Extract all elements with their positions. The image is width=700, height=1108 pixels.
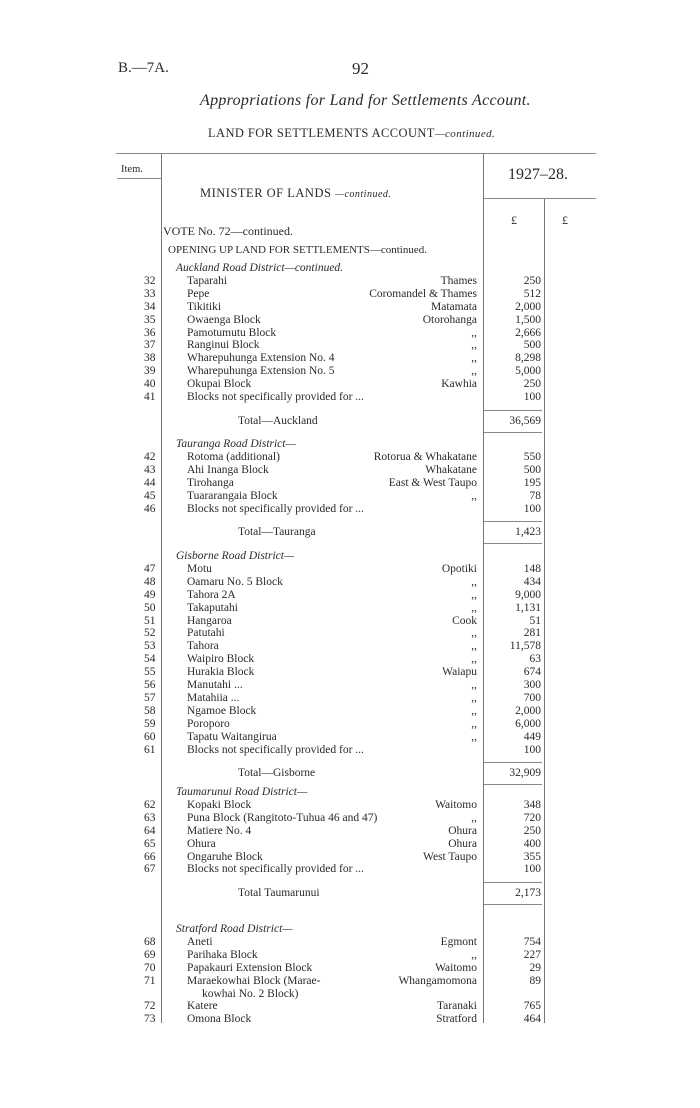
item-name: Matiere No. 4 [187,824,252,837]
item-district: Egmont [440,935,477,948]
item-name: Maraekowhai Block (Marae- [187,974,321,987]
table-row [0,812,700,825]
item-amount: 1,131 [515,601,541,614]
item-district: Stratford [436,1013,477,1026]
item-district: ,, [471,811,477,824]
table-row [0,653,700,666]
item-number: 61 [144,743,156,756]
total-rule [484,904,542,905]
item-amount: 449 [523,730,541,743]
item-amount: 281 [523,627,541,640]
item-district: West Taupo [423,850,477,863]
item-amount: 300 [523,679,541,691]
item-amount: 550 [523,450,541,463]
item-name: Patutahi [187,627,225,640]
item-district: ,, [471,679,477,691]
item-name: Parihaka Block [187,948,258,961]
item-name: Hurakia Block [187,666,255,679]
item-district: ,, [471,730,477,743]
item-number: 60 [144,730,156,743]
item-district: ,, [471,326,477,339]
item-district: ,, [471,653,477,666]
item-name: Oamaru No. 5 Block [187,575,283,588]
item-district: ,, [471,704,477,717]
item-district: Thames [440,274,477,287]
table-row [0,314,700,327]
item-district: ,, [471,948,477,961]
item-district: Otorohanga [422,313,477,326]
table-row [0,838,700,851]
currency-symbol: £ [562,213,568,227]
item-amount: 2,000 [515,704,541,717]
item-district: Coromandel & Thames [369,287,477,300]
item-name: Okupai Block [187,378,252,391]
item-name: Blocks not specifically provided for ... [187,863,364,876]
item-number: 46 [144,502,156,515]
item-number: 36 [144,326,156,339]
item-number: 53 [144,640,156,653]
item-amount: 5,000 [515,365,541,378]
item-name: Ohura [187,837,216,850]
year-column-header: 1927–28. [508,166,568,183]
district-heading: Auckland Road District—continued. [176,262,344,274]
item-district: ,, [471,365,477,378]
item-number: 43 [144,463,156,476]
item-number: 64 [144,824,156,837]
table-row [0,378,700,391]
item-number: 55 [144,666,156,679]
item-header-rule [117,178,161,179]
item-name: Aneti [187,935,213,948]
item-name: Ahi Inanga Block [187,463,269,476]
table-row [0,365,700,378]
table-row [0,640,700,653]
table-row [0,744,700,757]
item-district: Cook [452,614,477,627]
item-number: 49 [144,588,156,601]
total-rule [484,410,542,411]
vote-heading: VOTE No. 72—continued. [163,224,293,238]
table-row [0,962,700,975]
table-row [0,327,700,340]
district-heading: Gisborne Road District— [176,550,295,562]
item-name: Wharepuhunga Extension No. 5 [187,365,335,378]
item-number: 50 [144,601,156,614]
ministry-heading-suffix: —continued. [335,189,392,200]
item-amount: 9,000 [515,588,541,601]
item-name: Wharepuhunga Extension No. 4 [187,352,335,365]
table-row [0,692,700,705]
district-total-amount: 2,173 [515,887,541,900]
ministry-heading-text: MINISTER OF LANDS [200,186,332,200]
table-row [0,666,700,679]
item-name: Hangaroa [187,614,232,627]
item-amount: 674 [523,666,541,679]
table-row [0,391,700,404]
item-amount: 720 [523,811,541,824]
item-number: 57 [144,691,156,704]
table-row [0,352,700,365]
total-rule [484,784,542,785]
item-name: Rotoma (additional) [187,450,280,463]
item-district: ,, [471,601,477,614]
table-row [0,851,700,864]
item-name: Puna Block (Rangitoto-Tuhua 46 and 47) [187,811,378,824]
item-number: 44 [144,476,156,489]
item-name: Motu [187,562,212,575]
item-amount: 754 [523,935,541,948]
item-number: 54 [144,653,156,666]
item-number: 56 [144,679,156,691]
item-district: ,, [471,717,477,730]
item-number: 67 [144,863,156,876]
item-amount: 100 [523,743,541,756]
district-heading: Tauranga Road District— [176,438,296,450]
district-heading: Stratford Road District— [176,923,293,935]
table-row [0,451,700,464]
item-number: 35 [144,313,156,326]
item-name: Tapatu Waitangirua [187,730,277,743]
table-row [0,288,700,301]
table-row [0,863,700,876]
item-amount: 11,578 [509,640,541,653]
item-amount: 78 [529,489,541,502]
item-number: 42 [144,450,156,463]
item-name: Omona Block [187,1013,252,1026]
item-amount: 512 [523,287,541,300]
item-name-continuation: kowhai No. 2 Block) [202,987,299,1000]
item-amount: 6,000 [515,717,541,730]
item-name: Papakauri Extension Block [187,961,313,974]
item-name: Taparahi [187,274,228,287]
account-subtitle-suffix: —continued. [434,128,496,140]
table-row [0,705,700,718]
item-number: 47 [144,562,156,575]
item-number: 71 [144,974,156,987]
district-total-amount: 1,423 [515,526,541,539]
item-amount: 8,298 [515,352,541,365]
item-name: Owaenga Block [187,313,261,326]
item-amount: 227 [523,948,541,961]
item-column-header: Item. [121,164,143,175]
table-row [0,627,700,640]
item-district: Opotiki [441,562,477,575]
item-amount: 63 [529,653,541,666]
item-district: ,, [471,339,477,352]
item-number: 45 [144,489,156,502]
page-title: Appropriations for Land for Settlements Account. [200,92,531,109]
item-number: 59 [144,717,156,730]
page-number: 92 [352,59,369,78]
item-district: ,, [471,640,477,653]
table-row [0,718,700,731]
item-amount: 348 [523,798,541,811]
table-row [0,301,700,314]
item-name: Waipiro Block [187,653,255,666]
item-district: ,, [471,588,477,601]
item-number: 58 [144,704,156,717]
item-number: 68 [144,935,156,948]
total-rule [484,432,542,433]
table-row [0,464,700,477]
item-district: Waiapu [442,666,477,679]
table-row [0,503,700,516]
item-district: Ohura [448,824,477,837]
item-district: ,, [471,627,477,640]
item-district: ,, [471,691,477,704]
item-amount: 195 [523,476,541,489]
item-amount: 89 [529,974,541,987]
item-name: Kopaki Block [187,798,252,811]
year-header-rule [483,198,596,199]
item-name: Ranginui Block [187,339,260,352]
item-number: 66 [144,850,156,863]
item-number: 37 [144,339,156,352]
item-name: Pamotumutu Block [187,326,277,339]
item-number: 40 [144,378,156,391]
item-amount: 100 [523,863,541,876]
item-number: 62 [144,798,156,811]
item-district: ,, [471,575,477,588]
section-heading: OPENING UP LAND FOR SETTLEMENTS—continued. [168,244,427,256]
table-top-rule [116,153,596,154]
item-district: Kawhia [441,378,477,391]
item-number: 72 [144,1000,156,1013]
item-amount: 355 [523,850,541,863]
table-row [0,576,700,589]
item-name: Tirohanga [187,476,234,489]
table-row [0,731,700,744]
table-row [0,936,700,949]
item-amount: 250 [523,274,541,287]
item-amount: 51 [529,614,541,627]
item-number: 69 [144,948,156,961]
item-amount: 100 [523,391,541,403]
item-name: Tahora 2A [187,588,236,601]
item-amount: 250 [523,378,541,391]
item-district: Rotorua & Whakatane [373,450,477,463]
item-number: 32 [144,274,156,287]
table-row [0,615,700,628]
item-amount: 400 [523,837,541,850]
item-number: 51 [144,614,156,627]
item-amount: 464 [523,1013,541,1026]
table-row [0,563,700,576]
item-district: East & West Taupo [388,476,477,489]
item-name: Poroporo [187,717,230,730]
ministry-heading [200,186,391,201]
account-subtitle-text: LAND FOR SETTLEMENTS ACCOUNT [208,126,435,140]
total-rule [484,543,542,544]
district-total-amount: 32,909 [509,767,541,780]
item-amount: 500 [523,463,541,476]
item-name: Pepe [187,287,210,300]
item-district: Taranaki [436,1000,477,1013]
total-rule [484,882,542,883]
item-name: Blocks not specifically provided for ... [187,502,364,515]
district-total-label: Total Taumarunui [238,887,320,900]
item-amount: 250 [523,824,541,837]
table-row-continuation [0,988,700,1001]
district-heading: Taumarunui Road District— [176,786,308,798]
item-amount: 1,500 [515,313,541,326]
item-number: 41 [144,391,156,403]
table-row [0,490,700,503]
item-amount: 100 [523,502,541,515]
item-number: 52 [144,627,156,640]
item-number: 39 [144,365,156,378]
item-name: Matahiia ... [187,691,240,704]
item-district: Whakatane [425,463,477,476]
item-name: Tikitiki [187,300,222,313]
item-name: Manutahi ... [187,679,243,691]
item-amount: 765 [523,1000,541,1013]
item-amount: 700 [523,691,541,704]
item-number: 33 [144,287,156,300]
item-number: 70 [144,961,156,974]
item-district: Waitomo [435,798,477,811]
item-amount: 2,666 [515,326,541,339]
item-name: Blocks not specifically provided for ... [187,743,364,756]
table-row [0,975,700,988]
district-total-label: Total—Auckland [238,414,318,427]
item-number: 63 [144,811,156,824]
item-district: Ohura [448,837,477,850]
table-row [0,799,700,812]
table-row [0,1013,700,1026]
item-district: ,, [471,352,477,365]
item-number: 48 [144,575,156,588]
item-district: Waitomo [435,961,477,974]
document-reference: B.—7A. [118,60,169,76]
item-amount: 434 [523,575,541,588]
item-number: 65 [144,837,156,850]
item-name: Ngamoe Block [187,704,257,717]
total-rule [484,762,542,763]
total-rule [484,521,542,522]
item-number: 73 [144,1013,156,1026]
table-row [0,679,700,692]
table-row [0,825,700,838]
item-name: Katere [187,1000,218,1013]
item-name: Tuararangaia Block [187,489,278,502]
item-number: 34 [144,300,156,313]
table-row [0,1000,700,1013]
table-row [0,602,700,615]
currency-symbol: £ [511,213,517,227]
table-row [0,477,700,490]
item-district: ,, [471,489,477,502]
item-name: Blocks not specifically provided for ... [187,391,364,403]
account-subtitle [208,126,495,141]
item-amount: 2,000 [515,300,541,313]
item-amount: 148 [523,562,541,575]
item-district: Whangamomona [398,974,477,987]
table-row [0,949,700,962]
district-total-label: Total—Gisborne [238,767,316,780]
item-district: Matamata [431,300,477,313]
district-total-label: Total—Tauranga [238,526,316,539]
table-row [0,275,700,288]
item-number: 38 [144,352,156,365]
item-name: Takaputahi [187,601,238,614]
district-total-amount: 36,569 [509,414,541,427]
item-amount: 500 [523,339,541,352]
item-amount: 29 [529,961,541,974]
item-name: Ongaruhe Block [187,850,263,863]
item-name: Tahora [187,640,219,653]
table-row [0,589,700,602]
table-row [0,339,700,352]
